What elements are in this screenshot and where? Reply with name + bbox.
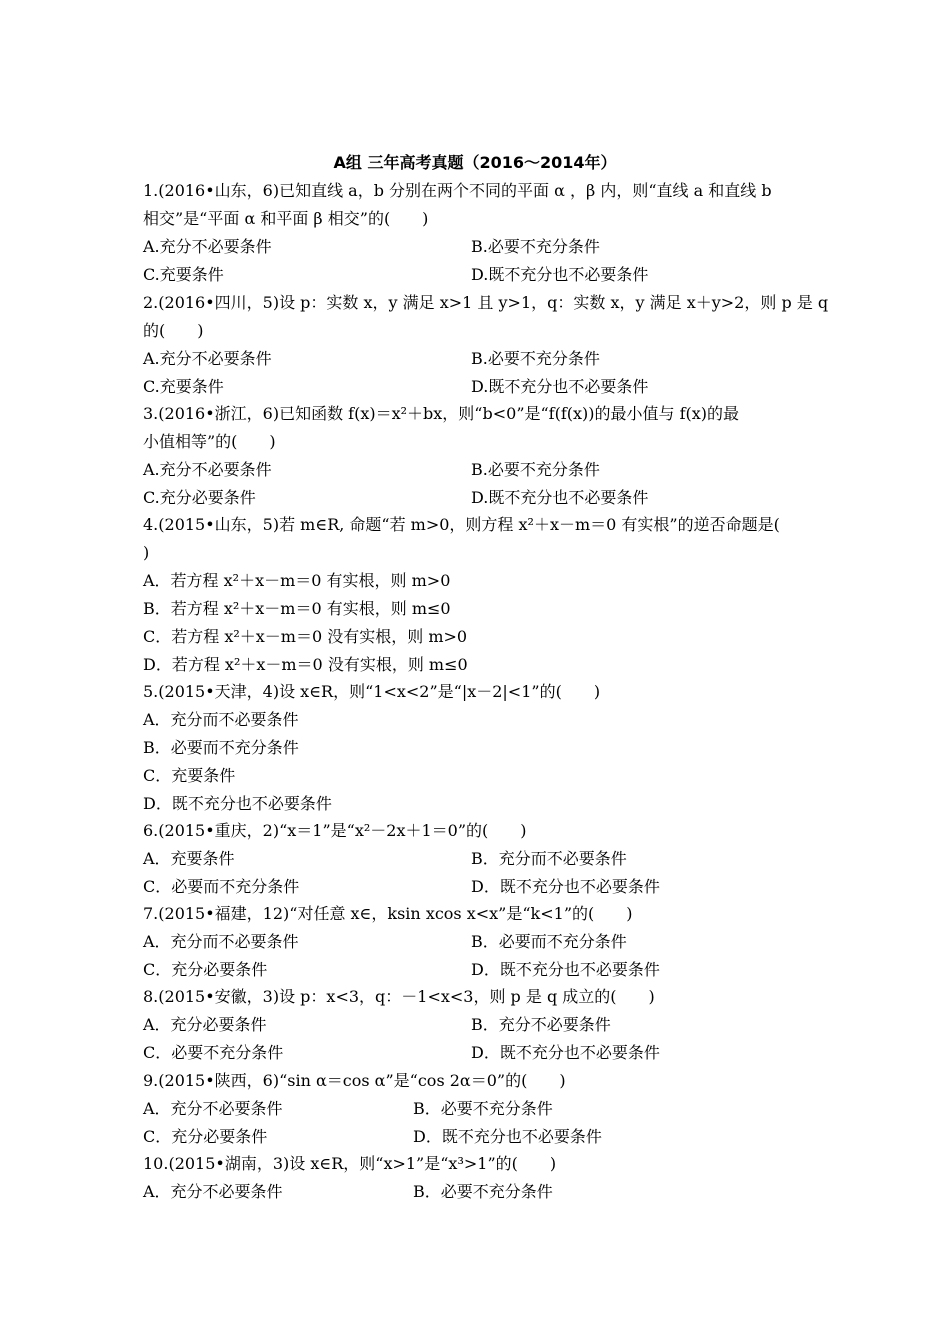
question-7-option-c: C．充分必要条件 [143, 960, 268, 979]
question-4-option-c: C．若方程 x²＋x－m＝0 没有实根，则 m>0 [143, 627, 468, 646]
question-4-option-a: A．若方程 x²＋x－m＝0 有实根，则 m>0 [143, 571, 451, 590]
question-8-option-c: C．必要不充分条件 [143, 1043, 284, 1062]
question-8-option-b: B．充分不必要条件 [471, 1015, 611, 1034]
question-6-option-b: B．充分而不必要条件 [471, 849, 627, 868]
question-3-option-b: B.必要不充分条件 [471, 460, 600, 479]
question-1-option-a: A.充分不必要条件 [143, 237, 272, 256]
question-1-option-c: C.充要条件 [143, 265, 224, 284]
question-8-option-a: A．充分必要条件 [143, 1015, 267, 1034]
question-9-option-a: A．充分不必要条件 [143, 1099, 283, 1118]
question-2-line-1: 2.(2016•四川，5)设 p：实数 x，y 满足 x>1 且 y>1，q：实数 x，y 满足 x＋y>2，则 p 是 q [143, 293, 829, 312]
question-4-line-1: 4.(2015•山东，5)若 m∈R, 命题“若 m>0，则方程 x²＋x－m＝0 有实根”的逆否命题是( [143, 515, 780, 534]
question-7-option-b: B．必要而不充分条件 [471, 932, 627, 951]
question-2-line-2: 的( ) [143, 321, 204, 340]
question-2-option-d: D.既不充分也不必要条件 [471, 377, 649, 396]
question-10-line-1: 10.(2015•湖南，3)设 x∈R，则“x>1”是“x³>1”的( ) [143, 1154, 557, 1173]
question-2-option-b: B.必要不充分条件 [471, 349, 600, 368]
question-10-option-b: B．必要不充分条件 [413, 1182, 553, 1201]
question-7-option-d: D．既不充分也不必要条件 [471, 960, 660, 979]
question-9-line-1: 9.(2015•陕西，6)“sin α＝cos α”是“cos 2α＝0”的( ) [143, 1071, 566, 1090]
question-3-option-c: C.充分必要条件 [143, 488, 256, 507]
question-3-line-2: 小值相等”的( ) [143, 432, 276, 451]
question-2-option-c: C.充要条件 [143, 377, 224, 396]
question-6-option-d: D．既不充分也不必要条件 [471, 877, 660, 896]
question-5-option-a: A．充分而不必要条件 [143, 710, 299, 729]
question-5-option-d: D．既不充分也不必要条件 [143, 794, 332, 813]
question-8-option-d: D．既不充分也不必要条件 [471, 1043, 660, 1062]
question-5-option-c: C．充要条件 [143, 766, 236, 785]
question-1-line-1: 1.(2016•山东，6)已知直线 a，b 分别在两个不同的平面 α ，β 内，则“直线 a 和直线 b [143, 181, 772, 200]
question-9-option-c: C．充分必要条件 [143, 1127, 268, 1146]
question-10-option-a: A．充分不必要条件 [143, 1182, 283, 1201]
question-7-option-a: A．充分而不必要条件 [143, 932, 299, 951]
question-5-option-b: B．必要而不充分条件 [143, 738, 299, 757]
question-9-option-d: D．既不充分也不必要条件 [413, 1127, 602, 1146]
question-4-line-2: ) [143, 543, 150, 562]
question-3-option-d: D.既不充分也不必要条件 [471, 488, 649, 507]
question-1-option-d: D.既不充分也不必要条件 [471, 265, 649, 284]
question-6-line-1: 6.(2015•重庆，2)“x＝1”是“x²－2x＋1＝0”的( ) [143, 821, 527, 840]
question-1-option-b: B.必要不充分条件 [471, 237, 600, 256]
question-4-option-d: D．若方程 x²＋x－m＝0 没有实根，则 m≤0 [143, 655, 468, 674]
question-1-line-2: 相交”是“平面 α 和平面 β 相交”的( ) [143, 209, 429, 228]
question-2-option-a: A.充分不必要条件 [143, 349, 272, 368]
question-9-option-b: B．必要不充分条件 [413, 1099, 553, 1118]
question-6-option-c: C．必要而不充分条件 [143, 877, 300, 896]
question-7-line-1: 7.(2015•福建，12)“对任意 x∈，ksin xcos x<x”是“k<1”的( ) [143, 904, 633, 923]
question-3-option-a: A.充分不必要条件 [143, 460, 272, 479]
page-title: A组 三年高考真题（2016～2014年） [333, 153, 617, 172]
question-6-option-a: A．充要条件 [143, 849, 235, 868]
question-5-line-1: 5.(2015•天津，4)设 x∈R，则“1<x<2”是“|x－2|<1”的( ) [143, 682, 601, 701]
question-3-line-1: 3.(2016•浙江，6)已知函数 f(x)＝x²＋bx，则“b<0”是“f(f(x))的最小值与 f(x)的最 [143, 404, 740, 423]
question-8-line-1: 8.(2015•安徽，3)设 p：x<3，q：－1<x<3，则 p 是 q 成立的( ) [143, 987, 655, 1006]
question-4-option-b: B．若方程 x²＋x－m＝0 有实根，则 m≤0 [143, 599, 451, 618]
